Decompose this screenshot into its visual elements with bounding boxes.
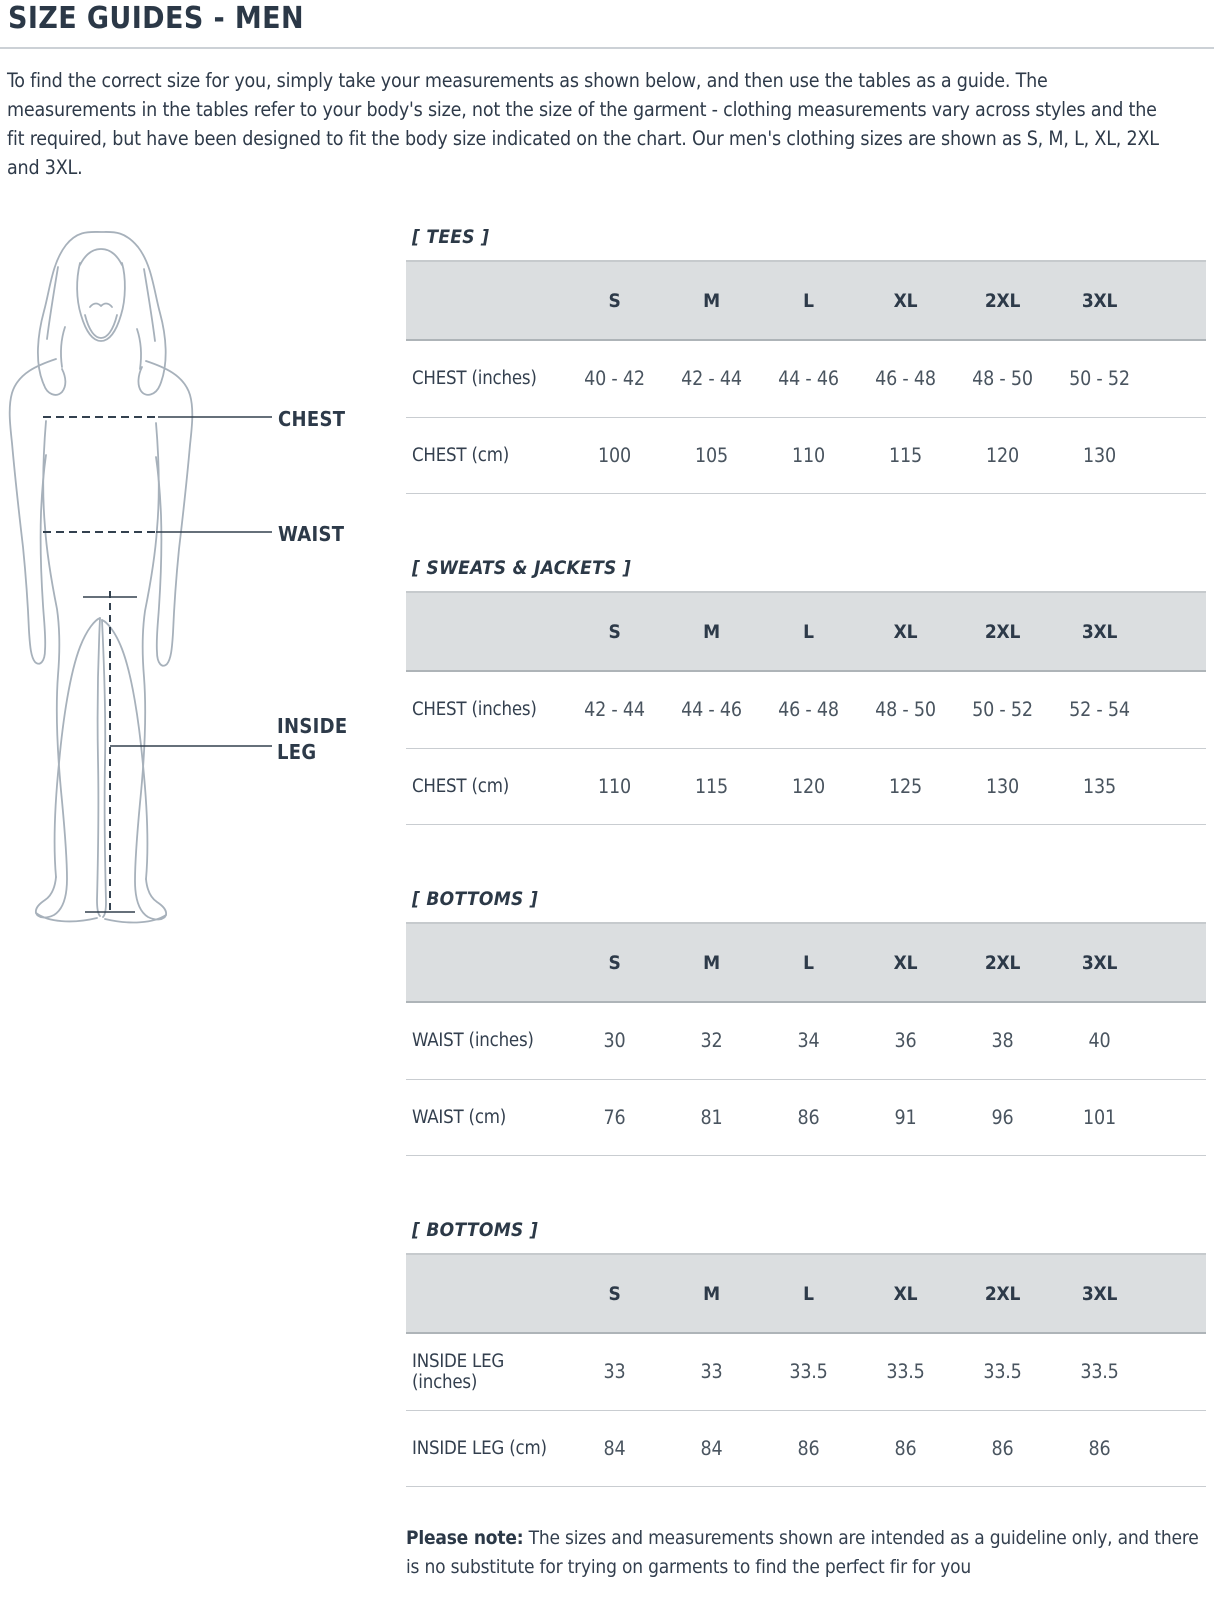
size-column-header: 3XL bbox=[1081, 1282, 1118, 1305]
cell-value: 115 bbox=[889, 443, 922, 467]
cell-value: 84 bbox=[603, 1436, 626, 1460]
cell-value: 96 bbox=[991, 1105, 1014, 1129]
cell-value: 33.5 bbox=[886, 1360, 925, 1384]
cell-value: 33.5 bbox=[789, 1360, 828, 1384]
row-label: WAIST (inches) bbox=[412, 1030, 534, 1052]
cell-value: 44 - 46 bbox=[778, 367, 839, 391]
size-column-header: L bbox=[803, 951, 814, 974]
size-column-header: 3XL bbox=[1081, 951, 1118, 974]
row-label: INSIDE LEG (inches) bbox=[412, 1350, 505, 1393]
size-column-header: M bbox=[703, 620, 720, 643]
cell-value: 100 bbox=[598, 443, 631, 467]
size-note bbox=[406, 1524, 1202, 1582]
size-column-header: XL bbox=[893, 951, 918, 974]
section-heading: [ SWEATS & JACKETS ] bbox=[412, 557, 631, 579]
cell-value: 33.5 bbox=[1080, 1360, 1119, 1384]
size-column-header: 2XL bbox=[984, 951, 1021, 974]
cell-value: 33 bbox=[603, 1360, 626, 1384]
size-column-header: M bbox=[703, 1282, 720, 1305]
cell-value: 46 - 48 bbox=[875, 367, 936, 391]
cell-value: 120 bbox=[986, 443, 1019, 467]
section-heading: [ TEES ] bbox=[412, 226, 490, 248]
size-column-header: L bbox=[803, 1282, 814, 1305]
cell-value: 48 - 50 bbox=[972, 367, 1033, 391]
note-label: Please note: bbox=[406, 1527, 524, 1549]
cell-value: 101 bbox=[1083, 1105, 1116, 1129]
cell-value: 33 bbox=[700, 1360, 723, 1384]
size-column-header: 2XL bbox=[984, 1282, 1021, 1305]
table-row bbox=[406, 1080, 1206, 1157]
cell-value: 42 - 44 bbox=[681, 367, 742, 391]
cell-value: 44 - 46 bbox=[681, 698, 742, 722]
size-column-header: S bbox=[608, 951, 621, 974]
size-column-header: L bbox=[803, 620, 814, 643]
size-column-header: XL bbox=[893, 620, 918, 643]
row-label: WAIST (cm) bbox=[412, 1106, 507, 1128]
row-label: INSIDE LEG (cm) bbox=[412, 1437, 547, 1459]
size-table bbox=[406, 591, 1206, 825]
body-figure-illustration bbox=[0, 205, 350, 935]
size-table bbox=[406, 1253, 1206, 1487]
table-row bbox=[406, 418, 1206, 495]
cell-value: 40 bbox=[1088, 1029, 1111, 1053]
cell-value: 86 bbox=[991, 1436, 1014, 1460]
cell-value: 135 bbox=[1083, 774, 1116, 798]
intro-paragraph: To find the correct size for you, simply take your measurements as shown below, and then use the tables as a guide. The measurements in the tables refer to your body's size, not the size of the garment - clothing measurements vary across styles and the fit required, but have been designed to fit the body size indicated on the chart. Our men's clothing sizes are shown as S, M, L, XL, 2XL and 3XL. bbox=[7, 69, 1159, 179]
cell-value: 120 bbox=[792, 774, 825, 798]
size-column-header: S bbox=[608, 289, 621, 312]
table-row bbox=[406, 749, 1206, 826]
cell-value: 42 - 44 bbox=[584, 698, 645, 722]
table-header-row bbox=[406, 922, 1206, 1003]
section-heading: [ BOTTOMS ] bbox=[412, 888, 538, 910]
note-text: The sizes and measurements shown are intended as a guideline only, and there is no substitute for trying on garments to find the perfect fir for you bbox=[406, 1527, 1199, 1578]
cell-value: 52 - 54 bbox=[1069, 698, 1130, 722]
cell-value: 50 - 52 bbox=[1069, 367, 1130, 391]
cell-value: 76 bbox=[603, 1105, 626, 1129]
size-column-header: 2XL bbox=[984, 289, 1021, 312]
cell-value: 91 bbox=[894, 1105, 917, 1129]
cell-value: 50 - 52 bbox=[972, 698, 1033, 722]
cell-value: 84 bbox=[700, 1436, 723, 1460]
table-row bbox=[406, 672, 1206, 749]
cell-value: 33.5 bbox=[983, 1360, 1022, 1384]
size-column-header: 3XL bbox=[1081, 620, 1118, 643]
cell-value: 105 bbox=[695, 443, 728, 467]
section-heading: [ BOTTOMS ] bbox=[412, 1219, 538, 1241]
cell-value: 86 bbox=[797, 1105, 820, 1129]
title-divider bbox=[0, 47, 1214, 49]
size-table-section bbox=[406, 1220, 1206, 1487]
size-column-header: 3XL bbox=[1081, 289, 1118, 312]
waist-label: WAIST bbox=[278, 522, 345, 546]
body-measurement-figure bbox=[0, 205, 350, 935]
cell-value: 110 bbox=[598, 774, 631, 798]
size-table-section bbox=[406, 558, 1206, 825]
size-column-header: M bbox=[703, 289, 720, 312]
size-column-header: S bbox=[608, 1282, 621, 1305]
cell-value: 86 bbox=[894, 1436, 917, 1460]
cell-value: 125 bbox=[889, 774, 922, 798]
cell-value: 86 bbox=[1088, 1436, 1111, 1460]
table-row bbox=[406, 1003, 1206, 1080]
size-column-header: L bbox=[803, 289, 814, 312]
size-column-header: XL bbox=[893, 289, 918, 312]
cell-value: 115 bbox=[695, 774, 728, 798]
cell-value: 32 bbox=[700, 1029, 723, 1053]
size-table bbox=[406, 922, 1206, 1156]
row-label: CHEST (inches) bbox=[412, 699, 537, 721]
row-label: CHEST (cm) bbox=[412, 775, 510, 797]
table-header-row bbox=[406, 591, 1206, 672]
size-table-section bbox=[406, 889, 1206, 1156]
chest-label: CHEST bbox=[278, 407, 346, 431]
page-title: SIZE GUIDES - MEN bbox=[8, 1, 304, 36]
cell-value: 36 bbox=[894, 1029, 917, 1053]
table-row bbox=[406, 1411, 1206, 1488]
size-table-section bbox=[406, 227, 1206, 494]
table-row bbox=[406, 341, 1206, 418]
cell-value: 130 bbox=[1083, 443, 1116, 467]
table-header-row bbox=[406, 1253, 1206, 1334]
size-tables bbox=[406, 227, 1206, 1551]
cell-value: 46 - 48 bbox=[778, 698, 839, 722]
cell-value: 110 bbox=[792, 443, 825, 467]
row-label: CHEST (inches) bbox=[412, 368, 537, 390]
size-column-header: M bbox=[703, 951, 720, 974]
table-header-row bbox=[406, 260, 1206, 341]
inside-leg-label: INSIDE LEG bbox=[277, 714, 348, 764]
cell-value: 81 bbox=[700, 1105, 723, 1129]
size-column-header: S bbox=[608, 620, 621, 643]
cell-value: 30 bbox=[603, 1029, 626, 1053]
cell-value: 38 bbox=[991, 1029, 1014, 1053]
cell-value: 86 bbox=[797, 1436, 820, 1460]
size-column-header: 2XL bbox=[984, 620, 1021, 643]
cell-value: 40 - 42 bbox=[584, 367, 645, 391]
cell-value: 48 - 50 bbox=[875, 698, 936, 722]
cell-value: 34 bbox=[797, 1029, 820, 1053]
size-table bbox=[406, 260, 1206, 494]
row-label: CHEST (cm) bbox=[412, 444, 510, 466]
table-row bbox=[406, 1334, 1206, 1411]
cell-value: 130 bbox=[986, 774, 1019, 798]
size-column-header: XL bbox=[893, 1282, 918, 1305]
